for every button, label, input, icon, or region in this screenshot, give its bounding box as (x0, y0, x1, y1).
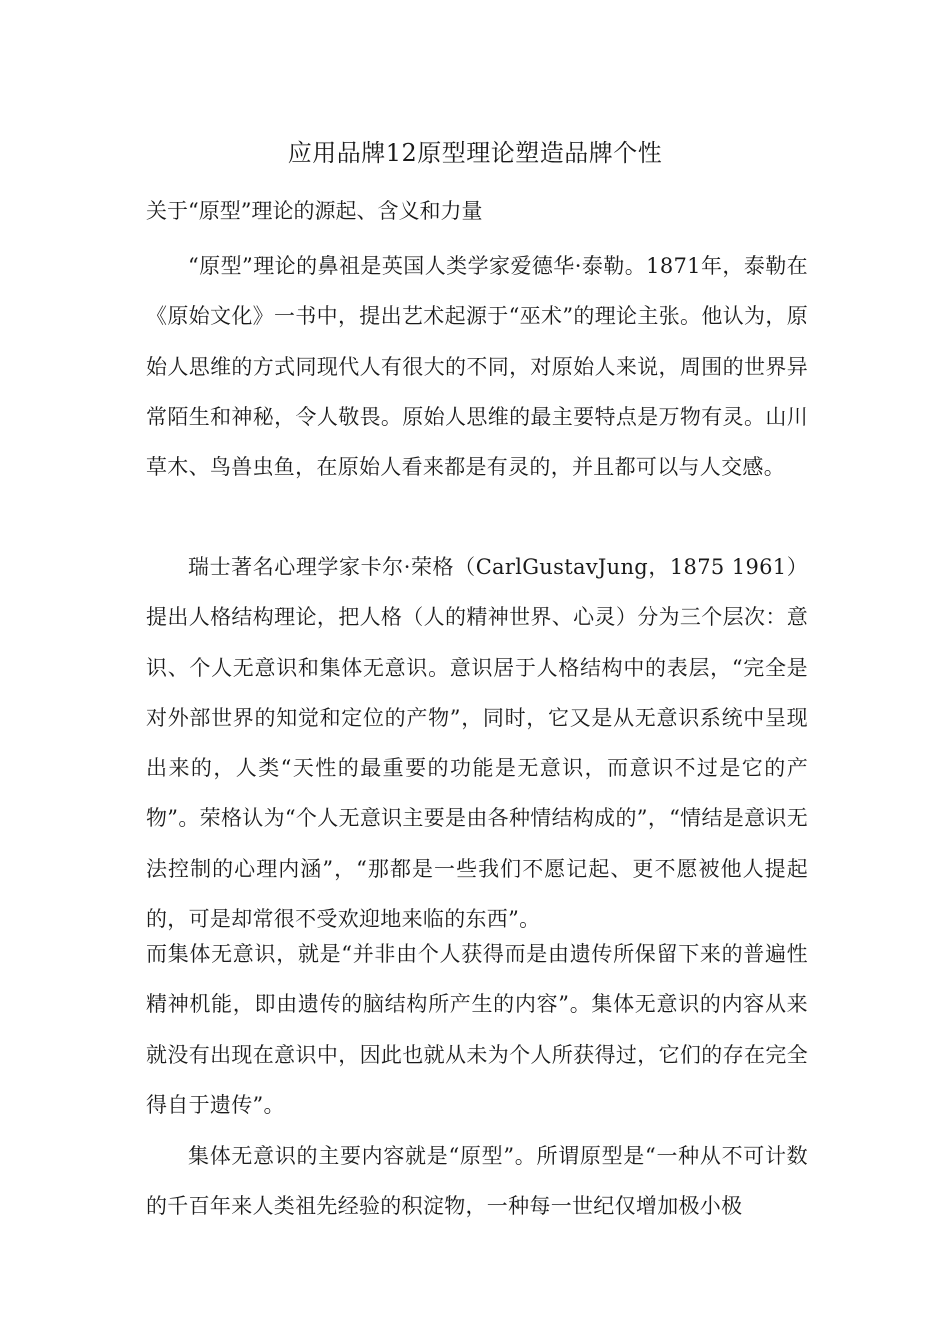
paragraph-collective-unconscious: 而集体无意识，就是“并非由个人获得而是由遗传所保留下来的普遍性精神机能，即由遗传的脑结构所产生的内容”。集体无意识的内容从来就没有出现在意识中，因此也就从未为个人所获得过，它们的存在完全得自于遗传”。 (146, 942, 808, 1117)
document-title: 应用品牌12原型理论塑造品牌个性 (287, 139, 663, 167)
paragraph-archetype: 集体无意识的主要内容就是“原型”。所谓原型是“一种从不可计数的千百年来人类祖先经验的积淀物，一种每一世纪仅增加极小极 (146, 1144, 808, 1219)
section-heading: 关于“原型”理论的源起、含义和力量 (146, 199, 483, 223)
paragraph-jung: 瑞士著名心理学家卡尔·荣格（CarlGustavJung，1875 1961）提出人格结构理论，把人格（人的精神世界、心灵）分为三个层次：意识、个人无意识和集体无意识。意识居于人格结构中的表层，“完全是对外部世界的知觉和定位的产物”，同时，它又是从无意识系统中呈现出来的，人类“天性的最重要的功能是无意识，而意识不过是它的产物”。荣格认为“个人无意识主要是由各种情结构成的”，“情结是意识无法控制的心理内涵”，“那都是一些我们不愿记起、更不愿被他人提起的，可是却常很不受欢迎地来临的东西”。 (146, 555, 808, 932)
paragraph-tylor: “原型”理论的鼻祖是英国人类学家爱德华·泰勒。1871年，泰勒在《原始文化》一书中，提出艺术起源于“巫术”的理论主张。他认为，原始人思维的方式同现代人有很大的不同，对原始人来说，周围的世界异常陌生和神秘，令人敬畏。原始人思维的最主要特点是万物有灵。山川草木、鸟兽虫鱼，在原始人看来都是有灵的，并且都可以与人交感。 (146, 254, 808, 480)
